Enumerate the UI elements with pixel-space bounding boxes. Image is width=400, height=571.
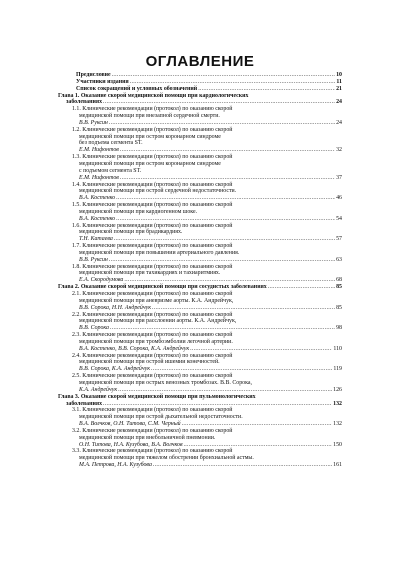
toc-entry-author: В.В. Сорока, Н.Н. Андрейчук [79, 304, 152, 311]
toc-entry-top[interactable] [58, 79, 342, 86]
toc-entry-text: Глава 3. Оказание скорой медицинской помощи при пульмонологических [58, 393, 256, 400]
toc-entry-chapter[interactable] [58, 93, 342, 107]
page-number: 11 [336, 78, 342, 85]
dot-leader [268, 284, 335, 291]
page-number: 85 [336, 304, 342, 311]
toc-entry-text: медицинской помощи при острой сердечной недостаточности. [79, 188, 237, 195]
dot-leader [120, 175, 335, 182]
toc-entry-text: 2.5. Клинические рекомендации (протокол) по оказанию скорой [72, 373, 233, 380]
toc-entry-text: медицинской помощи при аневризме аорты. К.А. Андрейчук, [79, 297, 234, 304]
toc-entry-sub[interactable] [58, 332, 342, 353]
toc-entry-text: медицинской помощи при острой ишемии конечностей. [79, 359, 220, 366]
toc-entry-text: без подъема сегмента ST. [79, 140, 143, 147]
toc-entry-text: заболеваниях [66, 400, 103, 407]
page-number: 37 [336, 174, 342, 181]
toc-entry-author: В.В. Руксин [79, 119, 108, 126]
page-number: 63 [336, 256, 342, 263]
page-number: 126 [333, 386, 342, 393]
toc-entry-sub[interactable] [58, 407, 342, 428]
page-number: 98 [336, 325, 342, 332]
dot-leader [116, 195, 335, 202]
page-number: 54 [336, 215, 342, 222]
toc-entry-text: медицинской помощи при брадикардиях. [79, 229, 183, 236]
dot-leader [182, 421, 333, 428]
toc-entry-text: медицинской помощи при кардиогенном шоке. [79, 208, 198, 215]
toc-entry-chapter[interactable] [58, 394, 342, 408]
toc-entry-sub[interactable] [58, 202, 342, 223]
toc-entry-text: Предисловие [76, 72, 111, 78]
toc-entry-text: 3.1. Клинические рекомендации (протокол) по оказанию скорой [72, 407, 233, 414]
page-number: 150 [333, 441, 342, 448]
page-number: 24 [336, 119, 342, 126]
toc-entry-text: 2.2. Клинические рекомендации (протокол) по оказанию скорой [72, 311, 233, 318]
page-number: 46 [336, 195, 342, 202]
page-number: 57 [336, 236, 342, 243]
toc-entry-sub[interactable] [58, 448, 342, 469]
page-number: 21 [336, 85, 342, 92]
toc-entry-text: Глава 1. Оказание скорой медицинской помощи при кардиологических [58, 92, 249, 99]
toc-entry-text: 3.3. Клинические рекомендации (протокол) по оказанию скорой [72, 448, 233, 455]
toc-entry-text: 1.3. Клинические рекомендации (протокол) по оказанию скорой [72, 154, 233, 161]
toc-entry-sub[interactable] [58, 373, 342, 394]
toc-entry-sub[interactable] [58, 428, 342, 449]
dot-leader [112, 72, 335, 79]
toc-entry-text: медицинской помощи при повышении артериального давления. [79, 249, 240, 256]
toc-entry-top[interactable] [58, 86, 342, 93]
dot-leader [152, 305, 335, 312]
toc-entry-text: 1.2. Клинические рекомендации (протокол) по оказанию скорой [72, 126, 233, 133]
toc-entry-text: медицинской помощи при остром коронарном синдроме [79, 133, 221, 140]
toc-entry-text: Участники издания [76, 78, 129, 85]
dot-leader [198, 86, 335, 93]
page-number: 161 [333, 462, 342, 469]
page-number: 119 [333, 366, 342, 373]
dot-leader [153, 462, 332, 469]
toc-entry-author: В.А. Костенко, В.В. Сорока, К.А. Андрейчук [79, 345, 190, 352]
toc-entry-text: 1.6. Клинические рекомендации (протокол) по оказанию скорой [72, 222, 233, 229]
toc-entry-sub[interactable] [58, 312, 342, 333]
toc-entry-text: медицинской помощи при тахикардиях и тахиаритмиях. [79, 270, 221, 277]
dot-leader [109, 120, 335, 127]
toc-entry-sub[interactable] [58, 223, 342, 244]
table-of-contents [58, 72, 342, 469]
toc-entry-text: медицинской помощи при внезапной сердечной смерти. [79, 113, 220, 120]
toc-entry-author: К.А. Андрейчук [79, 386, 118, 393]
toc-entry-text: 1.8. Клинические рекомендации (протокол) по оказанию скорой [72, 263, 233, 270]
toc-entry-author: В.А. Костенко [79, 215, 116, 222]
toc-entry-text: 2.3. Клинические рекомендации (протокол) по оказанию скорой [72, 332, 233, 339]
page-number: 85 [336, 284, 342, 291]
dot-leader [109, 257, 335, 264]
toc-entry-author: В.В. Сорока [79, 325, 109, 332]
toc-entry-text: Глава 2. Оказание скорой медицинской помощи при сосудистых заболеваниях [58, 284, 267, 291]
toc-entry-sub[interactable] [58, 353, 342, 374]
toc-entry-text: медицинской помощи при острых венозных тромбозах. В.В. Сорока, [79, 379, 252, 386]
toc-entry-text: Список сокращений и условных обозначений [76, 85, 198, 92]
toc-entry-top[interactable] [58, 72, 342, 79]
toc-entry-sub[interactable] [58, 291, 342, 312]
dot-leader [118, 387, 332, 394]
page-number: 68 [336, 277, 342, 284]
toc-entry-author: Е.А. Скородумова [79, 277, 124, 284]
toc-entry-text: 1.4. Клинические рекомендации (протокол) по оказанию скорой [72, 181, 233, 188]
page-number: 132 [333, 421, 342, 428]
toc-entry-text: 1.1. Клинические рекомендации (протокол) по оказанию скорой [72, 106, 233, 113]
toc-entry-sub[interactable] [58, 243, 342, 264]
toc-entry-author: В.А. Волчков, О.Н. Титова, С.М. Черный [79, 421, 181, 428]
toc-entry-text: с подъемом сегмента ST. [79, 167, 142, 174]
page-number: 10 [336, 72, 342, 78]
toc-entry-text: медицинской помощи при тяжелом обострении бронхиальной астмы. [79, 455, 254, 462]
toc-entry-text: медицинской помощи при остром коронарном синдроме [79, 160, 221, 167]
toc-entry-chapter[interactable] [58, 284, 342, 291]
toc-entry-text: 2.4. Клинические рекомендации (протокол) по оказанию скорой [72, 352, 233, 359]
page-number: 32 [336, 147, 342, 154]
toc-entry-author: В.В. Сорока, К.А. Андрейчук [79, 366, 151, 373]
toc-entry-sub[interactable] [58, 182, 342, 203]
toc-entry-author: Е.М. Нифонтов [79, 147, 119, 154]
dot-leader [130, 79, 336, 86]
page-number: 132 [333, 400, 342, 407]
toc-entry-sub[interactable] [58, 264, 342, 285]
toc-entry-sub[interactable] [58, 154, 342, 181]
toc-entry-text: медицинской помощи при острой дыхательной недостаточности. [79, 414, 243, 421]
page-number: 24 [336, 99, 342, 106]
toc-entry-author: Е.М. Нифонтов [79, 174, 119, 181]
toc-entry-sub[interactable] [58, 127, 342, 154]
toc-entry-text: 1.7. Клинические рекомендации (протокол) по оказанию скорой [72, 243, 233, 250]
toc-entry-text: заболеваниях [66, 99, 103, 106]
toc-entry-text: 1.5. Клинические рекомендации (протокол) по оказанию скорой [72, 202, 233, 209]
toc-entry-text: 3.2. Клинические рекомендации (протокол) по оказанию скорой [72, 427, 233, 434]
dot-leader [116, 216, 335, 223]
toc-entry-author: Т.Н. Катаева [79, 236, 113, 243]
dot-leader [190, 346, 332, 353]
page-title: ОГЛАВЛЕНИЕ [145, 53, 255, 70]
toc-entry-author: В.В. Руксин [79, 256, 108, 263]
toc-entry-author: В.А. Костенко [79, 195, 116, 202]
toc-entry-text: медицинской помощи при расслоении аорты. К.А. Андрейчук, [79, 318, 237, 325]
toc-entry-text: 2.1. Клинические рекомендации (протокол) по оказанию скорой [72, 291, 233, 297]
toc-entry-text: медицинской помощи при тромбоэмболии легочной артерии. [79, 338, 233, 345]
toc-entry-author: М.А. Петрова, Н.А. Кузубова [79, 462, 152, 469]
page-number: 110 [333, 345, 342, 352]
toc-entry-sub[interactable] [58, 106, 342, 127]
toc-entry-text: медицинской помощи при внебольничной пневмонии. [79, 434, 216, 441]
toc-entry-author: О.Н. Титова, Н.А. Кузубова, В.А. Волчков [79, 441, 183, 448]
